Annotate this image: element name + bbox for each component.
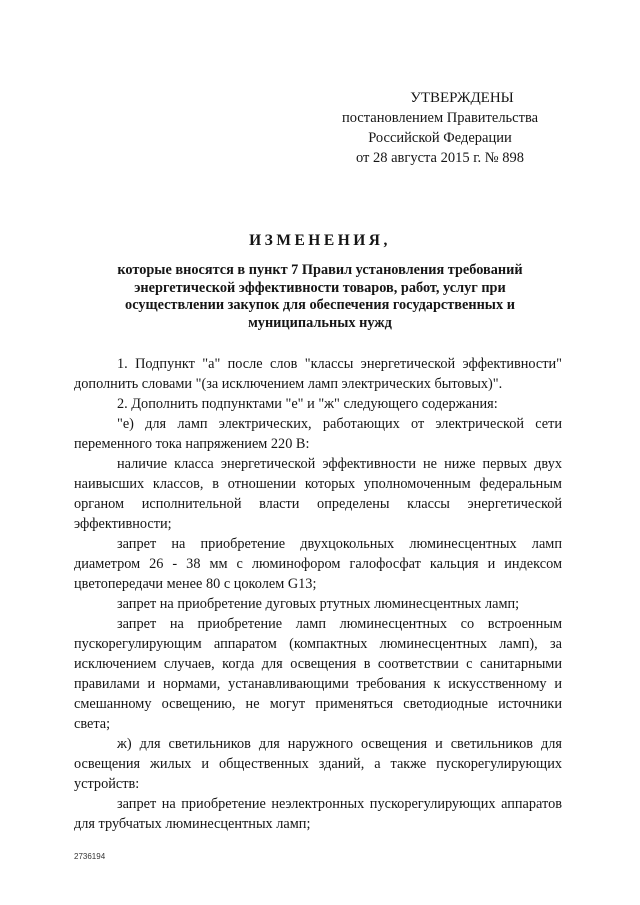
subtitle-line: энергетической эффективности товаров, работ, услуг при xyxy=(134,279,506,296)
paragraph-ban-compact: запрет на приобретение ламп люминесцентных со встроенным пускорегулирующим аппаратом (компактных люминесцентных ламп), за исключением случаев, когда для освещения в соответствии с санитарными правилами и нормами, устанавливающими требования к искусственному и смешанному освещению, не могут применяться светодиодные источники света; xyxy=(74,616,562,732)
subtitle-line: которые вносятся в пункт 7 Правил установления требований xyxy=(117,262,523,278)
document-body xyxy=(74,354,562,834)
approval-line-3: от 28 августа 2015 г. № 898 xyxy=(355,150,525,166)
document-title: ИЗМЕНЕНИЯ, xyxy=(249,232,391,249)
paragraph-ban-mercury: запрет на приобретение дуговых ртутных люминесцентных ламп; xyxy=(117,596,520,612)
paragraph-2: 2. Дополнить подпунктами "е" и "ж" следующего содержания: xyxy=(117,396,498,412)
paragraph-e-intro: "е) для ламп электрических, работающих от электрической сети переменного тока напряжением 220 В: xyxy=(74,416,562,452)
approval-line-1: постановлением Правительства xyxy=(341,110,539,126)
paragraph-1: 1. Подпункт "а" после слов "классы энергетической эффективности" дополнить словами "(за исключением ламп электрических бытовых)". xyxy=(74,356,562,392)
paragraph-zh-intro: ж) для светильников для наружного освещения и светильников для освещения жилых и общественных зданий, а также пускорегулирующих устройств: xyxy=(74,736,562,792)
subtitle-line: осуществлении закупок для обеспечения государственных и xyxy=(125,297,515,313)
approval-heading: УТВЕРЖДЕНЫ xyxy=(410,90,514,106)
paragraph-ban-double-capped: запрет на приобретение двухцокольных люминесцентных ламп диаметром 26 - 38 мм с люминофором галофосфат кальция и индексом цветопередачи менее 80 с цоколем G13; xyxy=(74,536,562,592)
approval-block xyxy=(320,88,560,168)
paragraph-ban-ballast: запрет на приобретение неэлектронных пускорегулирующих аппаратов для трубчатых люминесцентных ламп; xyxy=(74,796,562,832)
document-number: 2736194 xyxy=(74,852,106,861)
paragraph-energy-class: наличие класса энергетической эффективности не ниже первых двух наивысших классов, в отношении которых уполномоченным федеральным органом исполнительной власти определены классы энергетической эффективности; xyxy=(74,456,562,532)
subtitle-line: муниципальных нужд xyxy=(248,314,392,331)
document-subtitle xyxy=(90,262,550,332)
approval-line-2: Российской Федерации xyxy=(368,130,512,146)
